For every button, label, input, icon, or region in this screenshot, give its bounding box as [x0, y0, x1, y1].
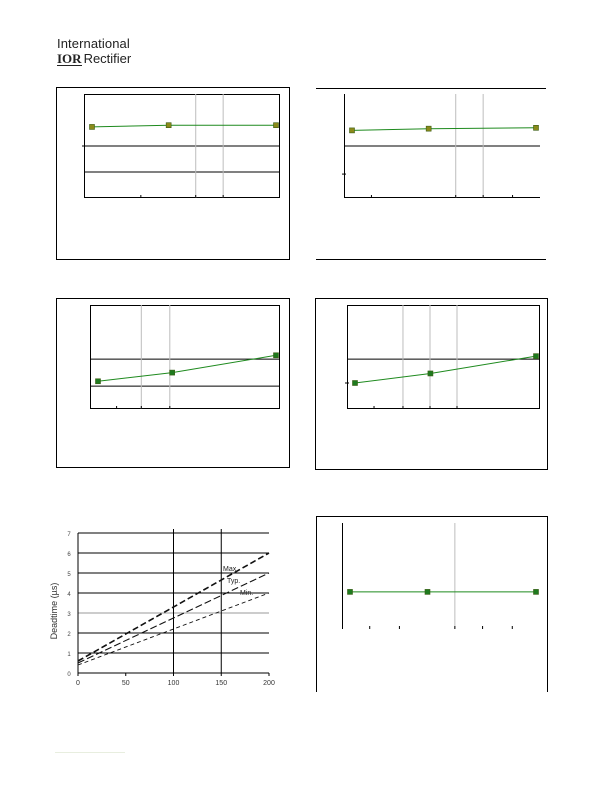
- x-tick-label-3: 150: [215, 680, 228, 687]
- data-point-2: [534, 354, 539, 359]
- brand-name-rectifier: Rectifier: [83, 51, 132, 66]
- brand-name-line1: International: [57, 36, 130, 51]
- brand-name-line2: [57, 51, 131, 66]
- data-point-0: [353, 381, 358, 386]
- series-label-1: Typ.: [227, 578, 241, 585]
- figure-3-plot: [90, 305, 280, 409]
- y-axis-title: Deadtime (µs): [49, 582, 59, 640]
- x-tick-label-1: 50: [121, 680, 130, 687]
- figure-2-bottom-rule: [316, 259, 546, 260]
- y-tick-label-1: 1: [67, 652, 71, 658]
- data-point-2: [274, 353, 279, 358]
- series-line: [355, 356, 536, 383]
- y-tick-label-5: 5: [67, 572, 71, 578]
- figure-4-plot: [347, 305, 540, 409]
- y-tick-label-3: 3: [67, 612, 71, 618]
- data-point-0: [90, 124, 95, 129]
- data-point-0: [96, 379, 101, 384]
- y-tick-label-7: 7: [67, 532, 71, 538]
- y-tick-label-6: 6: [67, 552, 71, 558]
- data-point-1: [166, 123, 171, 128]
- series-label-2: Min.: [240, 590, 254, 597]
- plot-area-frame: [348, 306, 540, 409]
- brand-mark: IOR: [57, 51, 82, 66]
- data-point-1: [428, 371, 433, 376]
- y-tick-label-2: 2: [67, 632, 71, 638]
- series-line: [352, 128, 536, 131]
- data-point-1: [426, 126, 431, 131]
- x-tick-label-4: 200: [263, 680, 275, 687]
- figure-5-deadtime-plot: [49, 532, 275, 687]
- x-tick-label-2: 100: [167, 680, 180, 687]
- data-point-0: [348, 589, 353, 594]
- figure-1-plot: [84, 94, 280, 198]
- company-logo: [57, 36, 147, 66]
- data-point-0: [350, 128, 355, 133]
- figure-6-plot: [342, 523, 540, 629]
- plot-area-frame: [91, 306, 280, 409]
- figure-2-plot: [344, 94, 540, 198]
- series-line: [92, 125, 276, 127]
- figure-2-top-rule: [316, 88, 546, 89]
- data-point-2: [274, 123, 279, 128]
- data-point-1: [170, 370, 175, 375]
- footer-rule: [55, 752, 125, 753]
- y-tick-label-0: 0: [67, 672, 71, 678]
- data-point-2: [534, 589, 539, 594]
- y-tick-label-4: 4: [67, 592, 71, 598]
- data-point-2: [534, 125, 539, 130]
- data-point-1: [425, 589, 430, 594]
- x-tick-label-0: 0: [76, 680, 80, 687]
- series-label-0: Max.: [223, 566, 239, 573]
